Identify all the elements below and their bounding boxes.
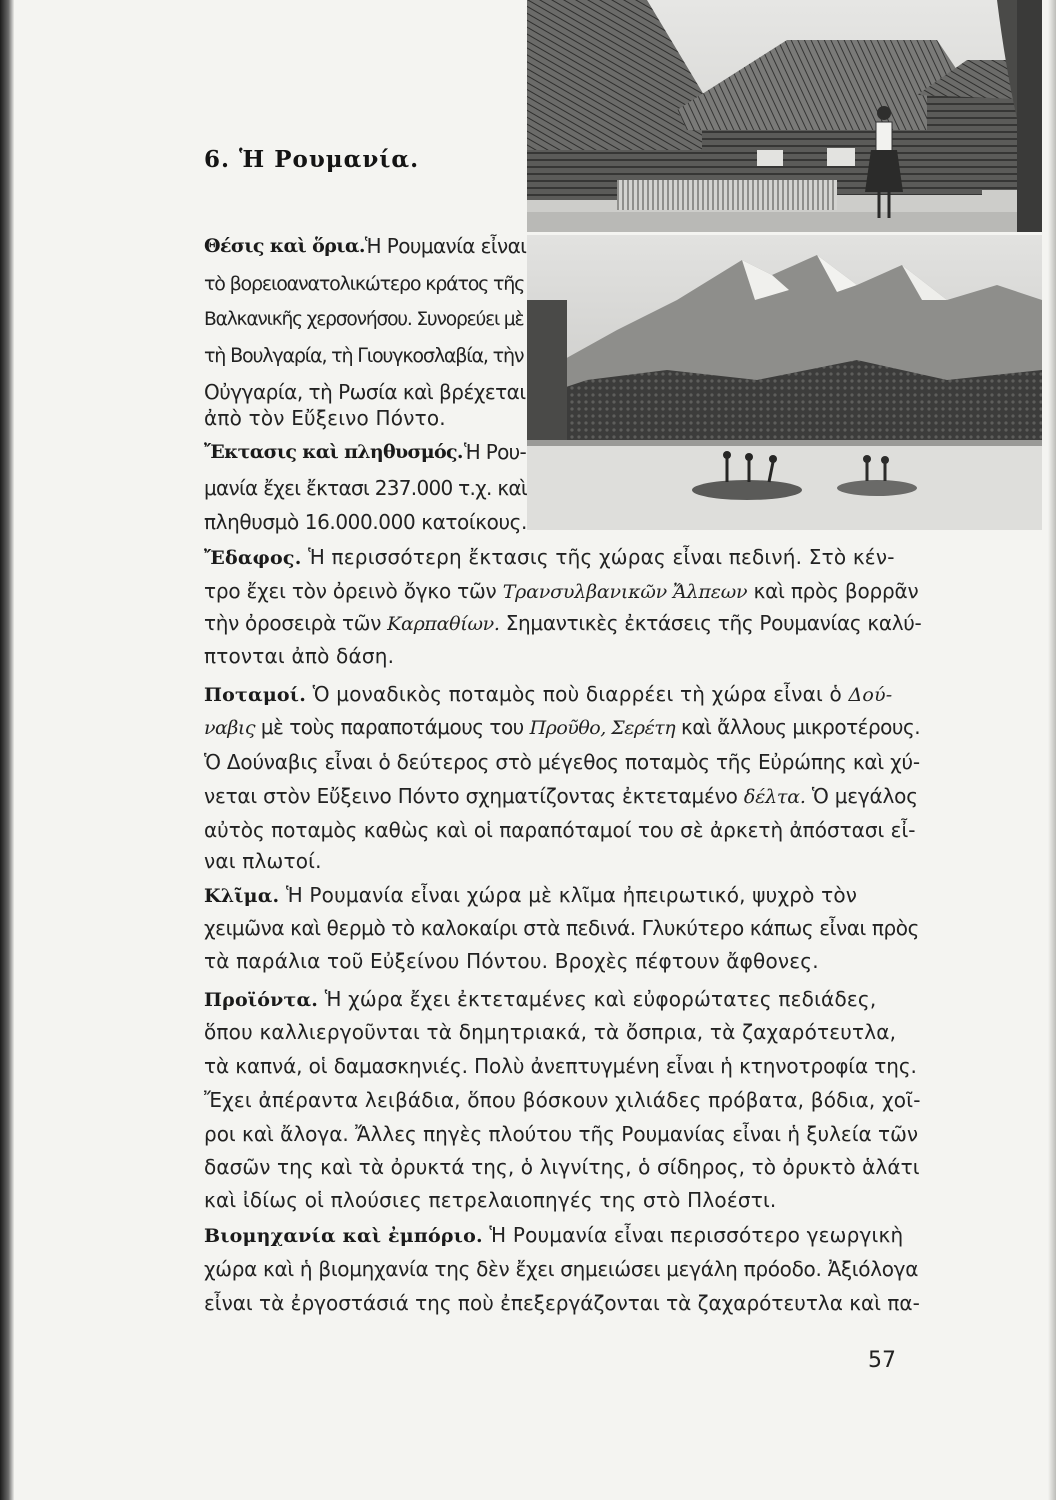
text-span: Ἡ χώρα ἔχει ἐκτεταμένες καὶ εὐφορώτατες πεδιάδες, [324,987,877,1011]
industry-line-2: χώρα καὶ ἡ βιομηχανία της δὲν ἔχει σημειώσει μεγάλη πρόοδο. Ἀξιόλογα [204,1257,919,1281]
heading-climate: Κλῖμα. [204,885,280,907]
products-line-4: Ἔχει ἀπέραντα λειβάδια, ὅπου βόσκουν χιλιάδες πρόβατα, βόδια, χοῖ- [204,1088,921,1112]
place-name: Προῦθο, Σερέτη [529,717,676,739]
borders-line-5: Οὐγγαρία, τὴ Ρωσία καὶ βρέχεται [204,380,526,404]
text-span: Ἡ Ρουμανία εἶναι χώρα μὲ κλῖμα ἠπειρωτικό, ψυχρὸ τὸν [285,883,858,907]
text-span: Ὁ μεγάλος [811,784,918,808]
products-line-6: δασῶν της καὶ τὰ ὀρυκτά της, ὁ λιγνίτης, ὁ σίδηρος, τὸ ὀρυκτὸ ἁλάτι [204,1155,920,1179]
climate-line-2: χειμῶνα καὶ θερμὸ τὸ καλοκαίρι στὰ πεδινά. Γλυκύτερο κάπως εἶναι πρὸς [204,916,919,940]
place-name: ναβις [204,717,255,739]
soil-line-4: πτονται ἀπὸ δάση. [204,644,395,668]
borders-line-6: ἀπὸ τὸν Εὔξεινο Πόντο. [204,406,446,430]
text-span: Σημαντικὲς ἐκτάσεις τῆς Ρουμανίας καλύ- [505,611,922,635]
area-line-2: μανία ἔχει ἔκτασι 237.000 τ.χ. καὶ [204,476,527,500]
place-name: Καρπαθίων. [387,613,500,635]
products-line-7: καὶ ἰδίως οἱ πλούσιες πετρελαιοπηγές της στὸ Πλοέστι. [204,1188,777,1212]
rivers-line-3: Ὁ Δούναβις εἶναι ὁ δεύτερος στὸ μέγεθος ποταμὸς τῆς Εὐρώπης καὶ χύ- [204,750,920,774]
place-name: Δού- [848,684,893,706]
text-span: τὴν ὀροσειρὰ τῶν [204,611,382,635]
climate-line-3: τὰ παράλια τοῦ Εὐξείνου Πόντου. Βροχὲς πέφτουν ἄφθονες. [204,949,819,973]
text-span: Ἡ Ρουμανία εἶναι [364,234,527,258]
borders-line-3: Βαλκανικῆς χερσονήσου. Συνορεύει μὲ [204,309,524,330]
text-span: Ἡ περισσότερη ἔκτασις τῆς χώρας εἶναι πεδινή. Στὸ κέν- [308,545,895,569]
text-span: νεται στὸν Εὔξεινο Πόντο σχηματίζοντας ἐκτεταμένο [204,784,738,808]
term: δέλτα. [743,786,806,808]
area-line-1 [204,438,526,466]
text-span: Ἡ Ρου- [464,440,526,464]
borders-line-2: τὸ βορειοανατολικώτερο κράτος τῆς [204,273,525,295]
rivers-line-1 [204,680,920,708]
rivers-line-4 [204,782,920,810]
page-number: 57 [868,1348,896,1373]
borders-line-4: τὴ Βουλγαρία, τὴ Γιουγκοσλαβία, τὴν [204,344,524,367]
soil-line-1 [204,543,920,571]
section-title: 6. Ἡ Ρουμανία. [204,146,420,173]
rivers-line-5: αὐτὸς ποταμὸς καθὼς καὶ οἱ παραπόταμοί του σὲ ἀρκετὴ ἀπόστασι εἶ- [204,818,916,842]
heading-soil: Ἔδαφος. [204,547,302,569]
industry-line-3: εἶναι τὰ ἐργοστάσιά της ποὺ ἐπεξεργάζονται τὰ ζαχαρότευτλα καὶ πα- [204,1291,920,1315]
area-line-3: πληθυσμὸ 16.000.000 κατοίκους. [204,510,527,534]
products-line-5: ροι καὶ ἄλογα. Ἄλλες πηγὲς πλούτου τῆς Ρουμανίας εἶναι ἡ ξυλεία τῶν [204,1122,918,1146]
products-line-1 [204,985,920,1013]
industry-line-1 [204,1221,920,1249]
text-span: Ὁ μοναδικὸς ποταμὸς ποὺ διαρρέει τὴ χώρα εἶναι ὁ [312,682,842,706]
heading-products: Προϊόντα. [204,989,319,1011]
soil-line-2 [204,577,920,605]
products-line-3: τὰ καπνά, οἱ δαμασκηνιές. Πολὺ ἀνεπτυγμένη εἶναι ἡ κτηνοτροφία της. [204,1054,917,1078]
products-line-2: ὅπου καλλιεργοῦνται τὰ δημητριακά, τὰ ὄσπρια, τὰ ζαχαρότευτλα, [204,1020,897,1044]
borders-line-1 [204,232,526,260]
rivers-line-2 [204,713,920,741]
text-span: Ἡ Ρουμανία εἶναι περισσότερο γεωργικὴ [489,1223,904,1247]
climate-line-1 [204,881,920,909]
rivers-line-6: ναι πλωτοί. [204,849,322,873]
soil-line-3 [204,609,920,637]
place-name: Τρανσυλβανικῶν Ἄλπεων [502,581,748,603]
heading-area: Ἔκτασις καὶ πληθυσμός. [204,441,463,463]
heading-borders: Θέσις καὶ ὅρια. [204,235,365,257]
heading-rivers: Ποταμοί. [204,684,307,706]
text-span: καὶ πρὸς βορρᾶν [753,579,919,603]
text-span: καὶ ἄλλους μικροτέρους. [681,715,921,739]
text-span: μὲ τοὺς παραποτάμους του [260,715,524,739]
text-span: τρο ἔχει τὸν ὀρεινὸ ὄγκο τῶν [204,579,497,603]
heading-industry: Βιομηχανία καὶ ἐμπόριο. [204,1225,483,1247]
